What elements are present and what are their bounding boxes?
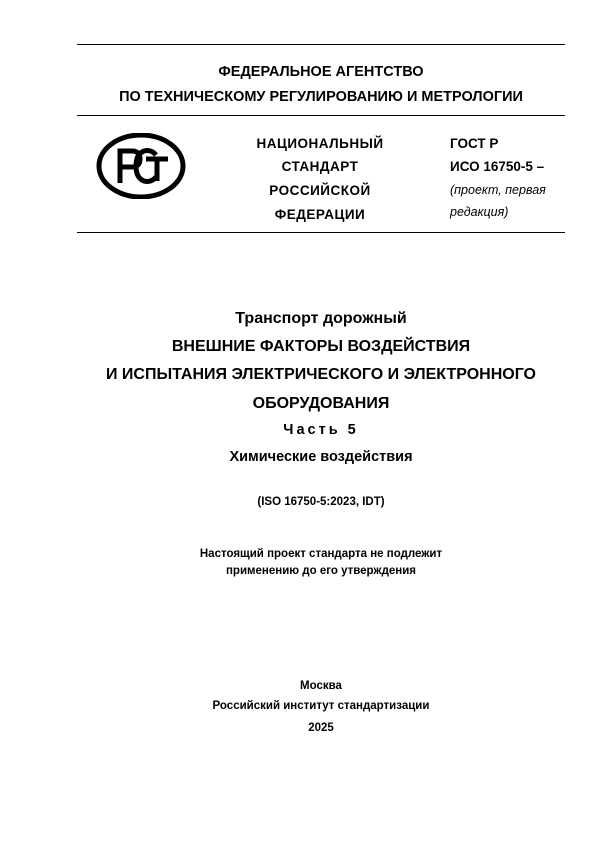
national-standard-line-3: РОССИЙСКОЙ — [269, 183, 371, 198]
title-line-3: И ИСПЫТАНИЯ ЭЛЕКТРИЧЕСКОГО И ЭЛЕКТРОННОГО — [105, 366, 536, 383]
designation-rule — [77, 232, 565, 233]
imprint-publisher: Российский институт стандартизации — [212, 700, 430, 712]
title-line-2: ВНЕШНИЕ ФАКТОРЫ ВОЗДЕЙСТВИЯ — [171, 338, 471, 355]
gost-designation-1: ГОСТ Р — [450, 136, 499, 151]
top-rule — [77, 44, 565, 45]
agency-line-1: ФЕДЕРАЛЬНОЕ АГЕНТСТВО — [218, 64, 424, 80]
gost-designation-2: ИСО 16750-5 – — [450, 159, 545, 174]
title-line-1: Транспорт дорожный — [235, 310, 407, 327]
part-subtitle: Химические воздействия — [229, 449, 413, 465]
draft-edition-note-1: (проект, первая — [450, 183, 546, 197]
national-standard-line-1: НАЦИОНАЛЬНЫЙ — [256, 136, 384, 151]
draft-notice-line-2: применению до его утверждения — [225, 565, 417, 577]
gost-r-logo-icon — [96, 133, 186, 199]
header-rule — [77, 115, 565, 116]
iso-identical: (ISO 16750-5:2023, IDT) — [257, 496, 385, 508]
national-standard-line-4: ФЕДЕРАЦИИ — [274, 207, 366, 222]
agency-line-2: ПО ТЕХНИЧЕСКОМУ РЕГУЛИРОВАНИЮ И МЕТРОЛОГИИ — [119, 89, 523, 105]
draft-edition-note-2: редакция) — [450, 205, 509, 219]
imprint-city: Москва — [300, 680, 342, 692]
draft-notice-line-1: Настоящий проект стандарта не подлежит — [199, 548, 443, 560]
title-line-4: ОБОРУДОВАНИЯ — [252, 395, 390, 412]
national-standard-line-2: СТАНДАРТ — [281, 159, 359, 174]
part-number: Часть 5 — [283, 422, 359, 438]
imprint-year: 2025 — [308, 722, 334, 734]
